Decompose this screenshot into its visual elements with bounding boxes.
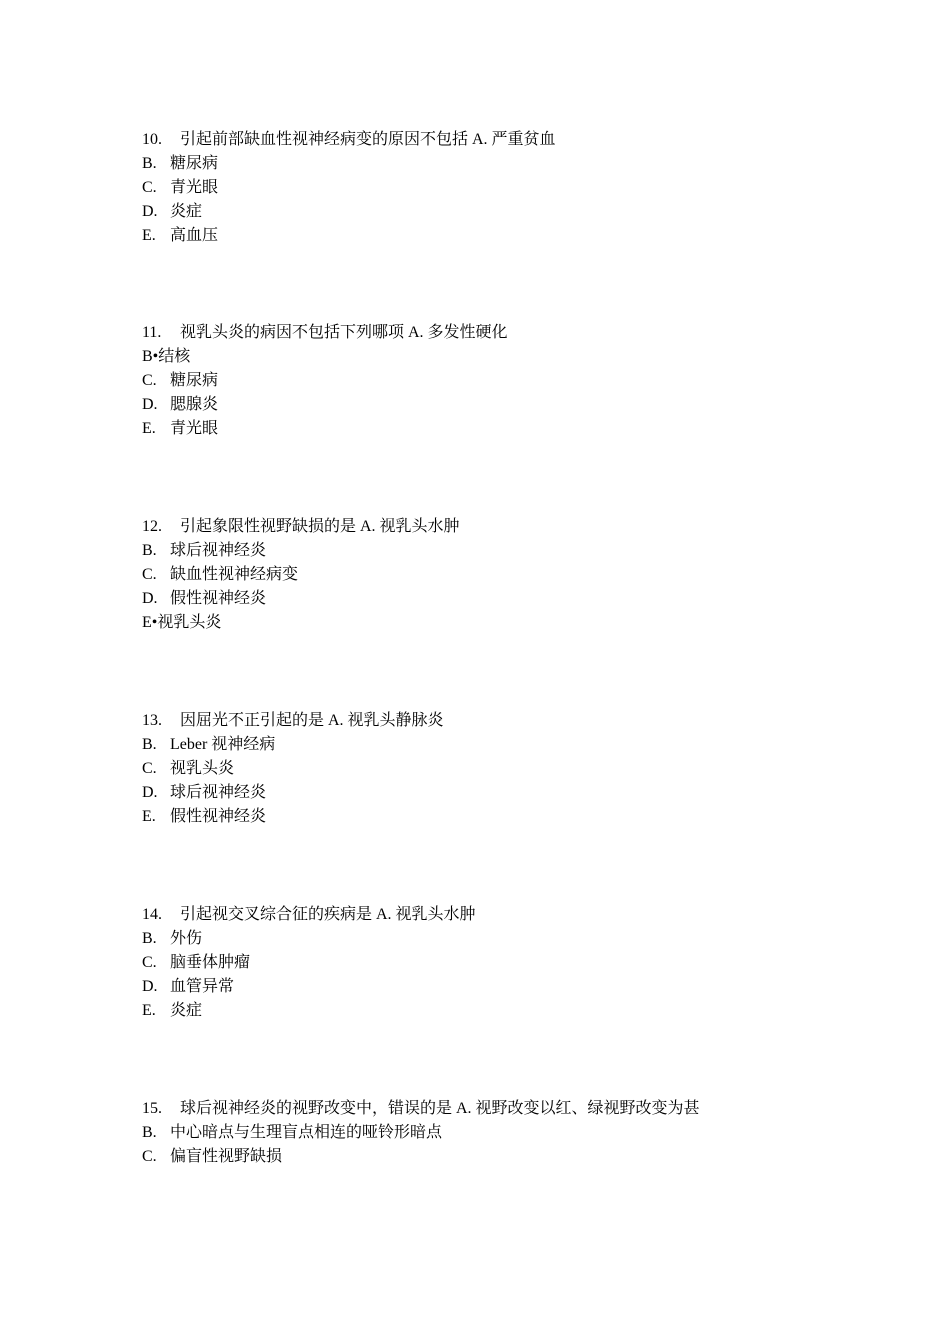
option-letter: B. [142, 930, 157, 947]
question-14 [142, 903, 476, 1023]
option-e [142, 224, 556, 248]
option-text: 视乳头炎 [170, 760, 235, 777]
option-b [142, 345, 508, 369]
option-c [142, 369, 508, 393]
question-13 [142, 709, 444, 829]
option-letter: D. [142, 978, 158, 995]
option-letter: D. [142, 396, 158, 413]
option-letter: D. [142, 784, 158, 801]
question-number: 13. [142, 712, 162, 729]
option-d [142, 587, 460, 611]
option-text: 脑垂体肿瘤 [170, 954, 251, 971]
option-letter: C. [142, 1148, 157, 1165]
option-text: 糖尿病 [170, 372, 219, 389]
option-d [142, 781, 444, 805]
option-text: 外伤 [170, 930, 203, 947]
option-letter: B. [142, 736, 157, 753]
option-text: 青光眼 [170, 420, 219, 437]
question-10 [142, 128, 556, 248]
option-text: 假性视神经炎 [170, 808, 267, 825]
question-12 [142, 515, 460, 635]
option-letter: D. [142, 203, 158, 220]
question-11 [142, 321, 508, 441]
question-text: 引起视交叉综合征的疾病是 A. 视乳头水肿 [180, 906, 476, 923]
option-text: 假性视神经炎 [170, 590, 267, 607]
option-letter: E. [142, 1002, 156, 1019]
question-number: 11. [142, 324, 162, 341]
option-e [142, 805, 444, 829]
option-letter: B. [142, 155, 157, 172]
option-text: 炎症 [170, 1002, 203, 1019]
option-letter: E. [142, 227, 156, 244]
option-text: 缺血性视神经病变 [170, 566, 299, 583]
question-stem [142, 903, 476, 927]
question-text: 视乳头炎的病因不包括下列哪项 A. 多发性硬化 [180, 324, 508, 341]
option-e [142, 999, 476, 1023]
option-c [142, 176, 556, 200]
question-15 [142, 1097, 700, 1169]
option-d [142, 393, 508, 417]
option-text: 结核 [158, 348, 191, 365]
option-d [142, 200, 556, 224]
question-text: 球后视神经炎的视野改变中，错误的是 A. 视野改变以红、绿视野改变为甚 [180, 1100, 700, 1117]
option-text: 球后视神经炎 [170, 542, 267, 559]
option-c [142, 951, 476, 975]
option-b [142, 927, 476, 951]
option-e [142, 611, 460, 635]
option-letter: C. [142, 760, 157, 777]
question-number: 15. [142, 1100, 162, 1117]
question-stem [142, 515, 460, 539]
option-text: 高血压 [170, 227, 219, 244]
option-c [142, 1145, 700, 1169]
option-text: 血管异常 [170, 978, 235, 995]
question-stem [142, 321, 508, 345]
question-text: 引起前部缺血性视神经病变的原因不包括 A. 严重贫血 [180, 131, 556, 148]
option-text: 中心暗点与生理盲点相连的哑铃形暗点 [170, 1124, 443, 1141]
option-letter: D. [142, 590, 158, 607]
option-c [142, 757, 444, 781]
question-number: 10. [142, 131, 162, 148]
option-text: 偏盲性视野缺损 [170, 1148, 283, 1165]
option-letter: B. [142, 542, 157, 559]
option-text: 炎症 [170, 203, 203, 220]
option-letter: B. [142, 1124, 157, 1141]
question-stem [142, 709, 444, 733]
question-stem [142, 128, 556, 152]
option-d [142, 975, 476, 999]
option-letter: E. [142, 808, 156, 825]
question-stem [142, 1097, 700, 1121]
option-letter: E. [142, 420, 156, 437]
option-text: Leber 视神经病 [170, 736, 276, 753]
question-text: 因屈光不正引起的是 A. 视乳头静脉炎 [180, 712, 444, 729]
option-letter: C. [142, 179, 157, 196]
option-text: 青光眼 [170, 179, 219, 196]
question-number: 14. [142, 906, 162, 923]
option-letter: E• [142, 614, 158, 631]
question-number: 12. [142, 518, 162, 535]
option-letter: C. [142, 372, 157, 389]
option-text: 腮腺炎 [170, 396, 219, 413]
option-b [142, 733, 444, 757]
option-text: 视乳头炎 [157, 614, 222, 631]
option-text: 糖尿病 [170, 155, 219, 172]
option-b [142, 539, 460, 563]
option-c [142, 563, 460, 587]
option-letter: C. [142, 954, 157, 971]
option-b [142, 1121, 700, 1145]
option-letter: B• [142, 348, 159, 365]
option-text: 球后视神经炎 [170, 784, 267, 801]
option-letter: C. [142, 566, 157, 583]
question-text: 引起象限性视野缺损的是 A. 视乳头水肿 [180, 518, 460, 535]
option-e [142, 417, 508, 441]
option-b [142, 152, 556, 176]
